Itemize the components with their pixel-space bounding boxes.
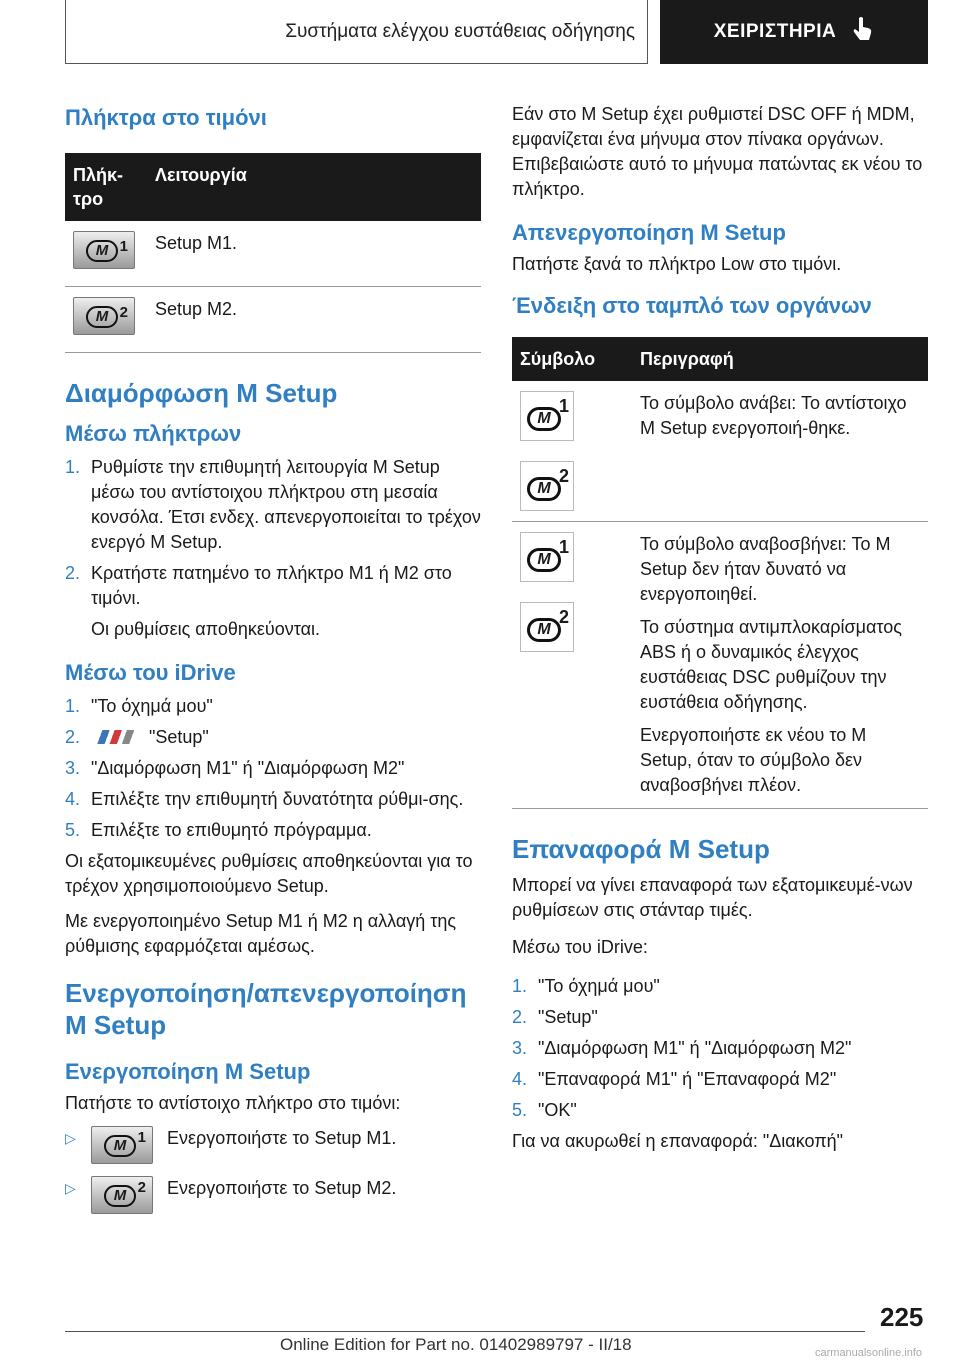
col-header-description: Περιγραφή (632, 337, 928, 381)
bullet-m2: ▷ M 2 Ενεργοποιήστε το Setup M2. (65, 1176, 481, 1214)
heading-via-idrive: Μέσω του iDrive (65, 660, 236, 685)
function-text: Setup M1. (147, 221, 481, 287)
heading-activate: Ενεργοποίηση M Setup (65, 1059, 311, 1084)
list-item: 5. Επιλέξτε το επιθυμητό πρόγραμμα. (65, 820, 372, 840)
heading-activate-deactivate: Ενεργοποίηση/απενεργοποίηση M Setup (65, 978, 467, 1040)
chapter-title: ΧΕΙΡΙΣΤΗΡΙΑ (713, 21, 837, 42)
p-immediate: Με ενεργοποιημένο Setup M1 ή M2 η αλλαγή της ρύθμισης εφαρμόζεται αμέσως. (65, 911, 457, 956)
p-reset: Μπορεί να γίνει επαναφορά των εξατομικευμέ-νων ρυθμίσεων στις στάνταρ τιμές. (512, 875, 913, 920)
table-row (512, 381, 928, 522)
header-section-title (65, 0, 648, 64)
idrive-settings-icon (95, 730, 139, 744)
footer-divider (65, 1331, 865, 1332)
m2-button-icon: M 2 (73, 297, 135, 335)
m2-button-icon: M 2 (91, 1176, 153, 1214)
table-row (65, 287, 481, 353)
heading-buttons: Πλήκτρα στο τιμόνι (65, 105, 267, 130)
list-item: 4. "Επαναφορά M1" ή "Επαναφορά M2" (512, 1069, 837, 1089)
left-column (65, 95, 481, 1226)
col-header-button: Πλήκ-τρο (65, 153, 147, 221)
list-item: 4. Επιλέξτε την επιθυμητή δυνατότητα ρύθμι-σης. (65, 789, 464, 809)
col-header-function: Λειτουργία (147, 153, 481, 221)
triangle-bullet-icon: ▷ (65, 1130, 76, 1146)
m1-button-icon: M 1 (73, 231, 135, 269)
heading-reset: Επαναφορά M Setup (512, 834, 770, 864)
bullet-m1: ▷ M 1 Ενεργοποιήστε το Setup M1. (65, 1126, 481, 1164)
list-item: 2. "Setup" (65, 727, 209, 747)
hand-pointer-icon (852, 16, 874, 48)
table-row (512, 522, 928, 809)
p-saved-custom: Οι εξατομικευμένες ρυθμίσεις αποθηκεύονται για το τρέχον χρησιμοποιούμενο Setup. (65, 851, 473, 896)
heading-config: Διαμόρφωση M Setup (65, 378, 338, 408)
watermark: carmanualsonline.info (815, 1347, 923, 1359)
saved-note: Οι ρυθμίσεις αποθηκεύονται. (91, 619, 321, 639)
m1-symbol-icon: M 1 (520, 391, 574, 441)
table-row (65, 221, 481, 287)
header-chapter (660, 0, 928, 64)
list-item: 1. Ρυθμίστε την επιθυμητή λειτουργία M Setup μέσω του αντίστοιχου πλήκτρου στη μεσαία κονσόλα. Έτσι ενδεχ. απενεργοποιείται το τρέχον ενεργό M Setup. (65, 457, 481, 552)
p-via-idrive: Μέσω του iDrive: (512, 937, 648, 957)
list-item: 1. "Το όχημά μου" (65, 696, 213, 716)
list-item: 1. "Το όχημά μου" (512, 976, 660, 996)
m1-button-icon: M 1 (91, 1126, 153, 1164)
m2-symbol-icon: M 2 (520, 461, 574, 511)
list-item: 2. Κρατήστε πατημένο το πλήκτρο M1 ή M2 στο τιμόνι. (65, 563, 452, 608)
right-column (512, 102, 928, 1154)
heading-via-buttons: Μέσω πλήκτρων (65, 421, 242, 446)
triangle-bullet-icon: ▷ (65, 1180, 76, 1196)
m1-symbol-icon: M 1 (520, 532, 574, 582)
m2-symbol-icon: M 2 (520, 602, 574, 652)
function-text: Setup M2. (147, 287, 481, 353)
buttons-table (65, 153, 481, 353)
steps-reset (512, 974, 928, 1123)
p-deactivate: Πατήστε ξανά το πλήκτρο Low στο τιμόνι. (512, 254, 842, 274)
heading-indicator: Ένδειξη στο ταμπλό των οργάνων (512, 293, 872, 318)
list-item: 3. "Διαμόρφωση M1" ή "Διαμόρφωση M2" (512, 1038, 852, 1058)
page-number: 225 (880, 1302, 924, 1332)
description-text: Το σύμβολο αναβοσβήνει: Το M Setup δεν ήταν δυνατό να ενεργοποιηθεί. Το σύστημα αντιμπλοκαρίσματος ABS ή ο δυναμικός έλεγχος ευστάθειας DSC ρυθμίζουν την ευστάθεια οδήγησης. Ενεργοποιήστε εκ νέου το M Setup, όταν το σύμβολο δεν αναβοσβήνει πλέον. (632, 522, 928, 809)
list-item: 3. "Διαμόρφωση M1" ή "Διαμόρφωση M2" (65, 758, 405, 778)
symbol-table (512, 337, 928, 809)
list-item: 5. "OK" (512, 1100, 577, 1120)
section-title: Συστήματα ελέγχου ευστάθειας οδήγησης (285, 20, 635, 42)
p-dsc: Εάν στο M Setup έχει ρυθμιστεί DSC OFF ή MDM, εμφανίζεται ένα μήνυμα στον πίνακα οργάνων. Επιβεβαιώστε αυτό το μήνυμα πατώντας εκ νέου το πλήκτρο. (512, 104, 923, 199)
p-press: Πατήστε το αντίστοιχο πλήκτρο στο τιμόνι: (65, 1093, 401, 1113)
heading-deactivate: Απενεργοποίηση M Setup (512, 220, 786, 245)
p-cancel: Για να ακυρωθεί η επαναφορά: "Διακοπή" (512, 1131, 844, 1151)
list-item: 2. "Setup" (512, 1007, 598, 1027)
col-header-symbol: Σύμβολο (512, 337, 632, 381)
description-text: Το σύμβολο ανάβει: Το αντίστοιχο M Setup ενεργοποιή-θηκε. (632, 381, 928, 522)
steps-idrive (65, 694, 481, 843)
steps-buttons (65, 455, 481, 611)
footer-edition: Online Edition for Part no. 01402989797 - II/18 (280, 1335, 632, 1354)
